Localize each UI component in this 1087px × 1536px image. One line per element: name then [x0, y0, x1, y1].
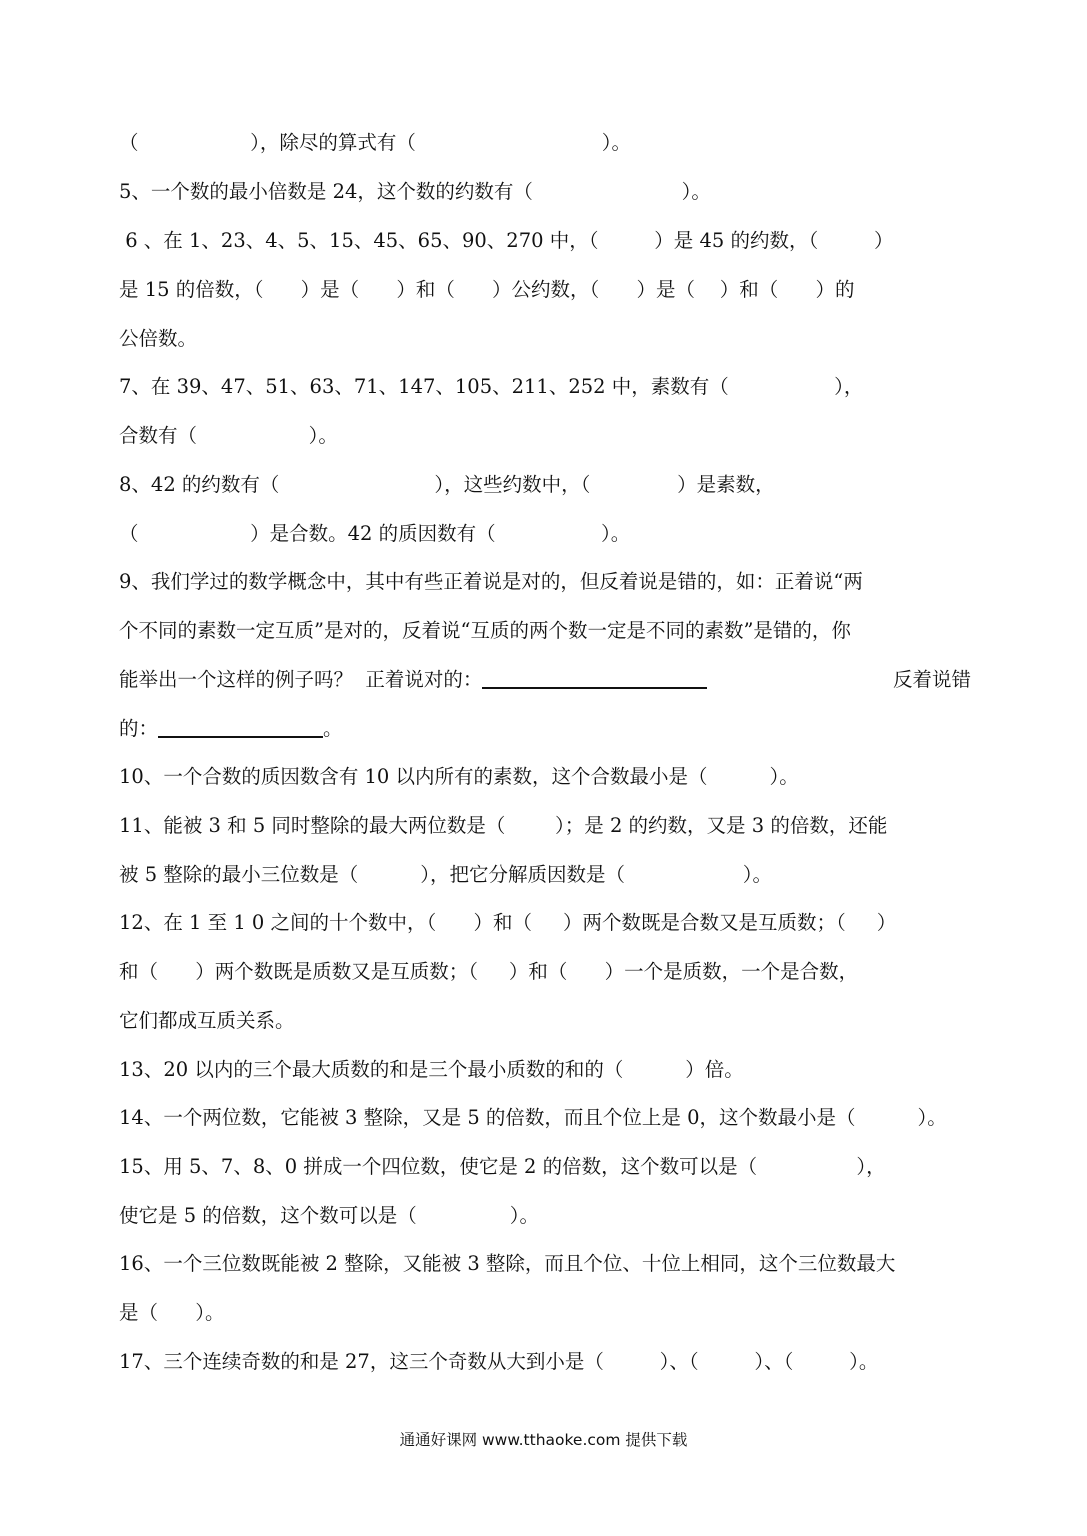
question-5: 5、一个数的最小倍数是 24，这个数的约数有（ ）。 [119, 180, 711, 203]
question-9-line-2: 个不同的素数一定互质”是对的，反着说“互质的两个数一定是不同的素数”是错的，你 [119, 619, 851, 642]
question-12-line-2: 和（ ）两个数既是质数又是互质数；（ ）和（ ）一个是质数，一个是合数， [119, 960, 859, 983]
question-10: 10、一个合数的质因数含有 10 以内所有的素数，这个合数最小是（ ）。 [119, 765, 799, 788]
question-6-line-2: 是 15 的倍数，（ ）是（ ）和（ ）公约数，（ ）是（ ）和（ ）的 [119, 278, 855, 301]
page-footer: 通通好课网 www.tthaoke.com 提供下载 [399, 1431, 688, 1449]
question-9-line-4: 的： 。 [119, 717, 343, 740]
question-17: 17、三个连续奇数的和是 27，这三个奇数从大到小是（ ）、（ ）、（ ）。 [119, 1350, 879, 1373]
question-6-line-3: 公倍数。 [119, 327, 198, 350]
question-7-line-2: 合数有（ ）。 [119, 424, 338, 447]
question-15-line-2: 使它是 5 的倍数，这个数可以是（ ）。 [119, 1204, 540, 1227]
question-6-line-1: 6 、在 1、23、4、5、15、45、65、90、270 中，（ ）是 45 的约数，（ ） [119, 229, 894, 252]
question-9-text-right: 反着说错 [892, 668, 971, 691]
question-12-line-1: 12、在 1 至 1 0 之间的十个数中，（ ）和（ ）两个数既是合数又是互质数；（ ） [119, 911, 897, 934]
question-7-line-1: 7、在 39、47、51、63、71、147、105、211、252 中，素数有（ ）， [119, 375, 864, 398]
question-16-line-2: 是（ ）。 [119, 1301, 225, 1324]
question-9-text: 能举出一个这样的例子吗？ 正着说对的： [119, 667, 707, 693]
question-11-line-2: 被 5 整除的最小三位数是（ ），把它分解质因数是（ ）。 [119, 863, 773, 886]
question-15-line-1: 15、用 5、7、8、0 拼成一个四位数，使它是 2 的倍数，这个数可以是（ ）， [119, 1155, 886, 1178]
question-14: 14、一个两位数，它能被 3 整除，又是 5 的倍数，而且个位上是 0，这个数最小是（ ）。 [119, 1106, 947, 1129]
question-16-line-1: 16、一个三位数既能被 2 整除，又能被 3 整除，而且个位、十位上相同，这个三位数最大 [119, 1252, 896, 1275]
answer-blank[interactable] [482, 667, 707, 689]
question-11-line-1: 11、能被 3 和 5 同时整除的最大两位数是（ ）；是 2 的约数，又是 3 的倍数，还能 [119, 814, 888, 837]
question-8-line-2: （ ）是合数。42 的质因数有（ ）。 [119, 522, 631, 545]
question-9-line-3 [119, 667, 971, 693]
question-8-line-1: 8、42 的约数有（ ），这些约数中，（ ）是素数， [119, 473, 775, 496]
question-12-line-3: 它们都成互质关系。 [119, 1009, 295, 1032]
question-13: 13、20 以内的三个最大质数的和是三个最小质数的和的（ ）倍。 [119, 1058, 744, 1081]
answer-blank[interactable] [158, 716, 323, 738]
question-9-line-1: 9、我们学过的数学概念中，其中有些正着说是对的，但反着说是错的，如：正着说“两 [119, 570, 863, 593]
question-4-continued: （ ），除尽的算式有（ ）。 [119, 131, 632, 154]
